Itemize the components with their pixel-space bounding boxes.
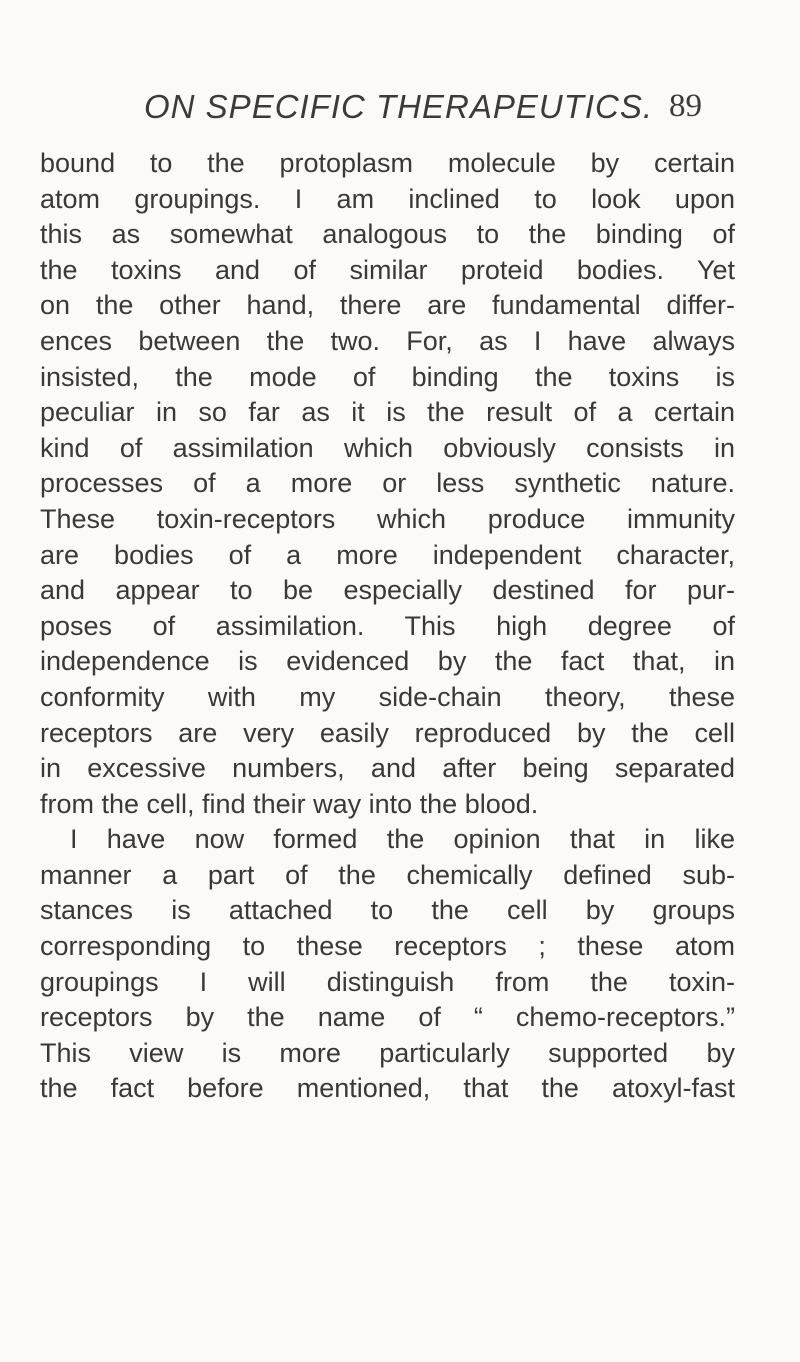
text-line: are bodies of a more independent character, bbox=[40, 539, 735, 570]
text-line: poses of assimilation. This high degree of bbox=[40, 610, 735, 641]
text-line: on the other hand, there are fundamental differ- bbox=[40, 290, 735, 321]
text-line: peculiar in so far as it is the result of a certain bbox=[40, 397, 735, 428]
text-line: These toxin-receptors which produce immunity bbox=[40, 503, 735, 534]
text-line: bound to the protoplasm molecule by certain bbox=[40, 148, 735, 178]
text-line: groupings I will distinguish from the toxin- bbox=[40, 966, 735, 997]
text-line: in excessive numbers, and after being separated bbox=[40, 753, 735, 784]
text-line: from the cell, find their way into the blood. bbox=[40, 788, 539, 819]
text-line: the toxins and of similar proteid bodies. Yet bbox=[40, 254, 735, 285]
page-number: 89 bbox=[669, 88, 702, 124]
text-line: atom groupings. I am inclined to look upon bbox=[40, 183, 735, 214]
text-line: this as somewhat analogous to the binding of bbox=[40, 219, 735, 250]
text-line: I have now formed the opinion that in like bbox=[70, 824, 735, 855]
body-text bbox=[40, 146, 735, 1107]
text-line: ences between the two. For, as I have always bbox=[40, 325, 735, 356]
running-head: ON SPECIFIC THERAPEUTICS. bbox=[144, 88, 654, 125]
page-header bbox=[0, 84, 800, 128]
text-line: stances is attached to the cell by groups bbox=[40, 895, 735, 926]
text-line: kind of assimilation which obviously consists in bbox=[40, 432, 735, 463]
text-line: independence is evidenced by the fact that, in bbox=[40, 646, 735, 677]
text-line: manner a part of the chemically defined sub- bbox=[40, 859, 735, 890]
text-line: conformity with my side-chain theory, these bbox=[40, 681, 735, 712]
text-line: receptors are very easily reproduced by the cell bbox=[40, 717, 735, 748]
text-line: receptors by the name of “ chemo-receptors.” bbox=[40, 1002, 735, 1033]
text-line: and appear to be especially destined for pur- bbox=[40, 575, 735, 606]
text-line: the fact before mentioned, that the atoxyl-fast bbox=[40, 1073, 735, 1104]
text-line: This view is more particularly supported by bbox=[40, 1037, 735, 1068]
text-line: insisted, the mode of binding the toxins is bbox=[40, 361, 735, 392]
text-line: processes of a more or less synthetic nature. bbox=[40, 468, 735, 499]
text-line: corresponding to these receptors ; these atom bbox=[40, 931, 735, 962]
